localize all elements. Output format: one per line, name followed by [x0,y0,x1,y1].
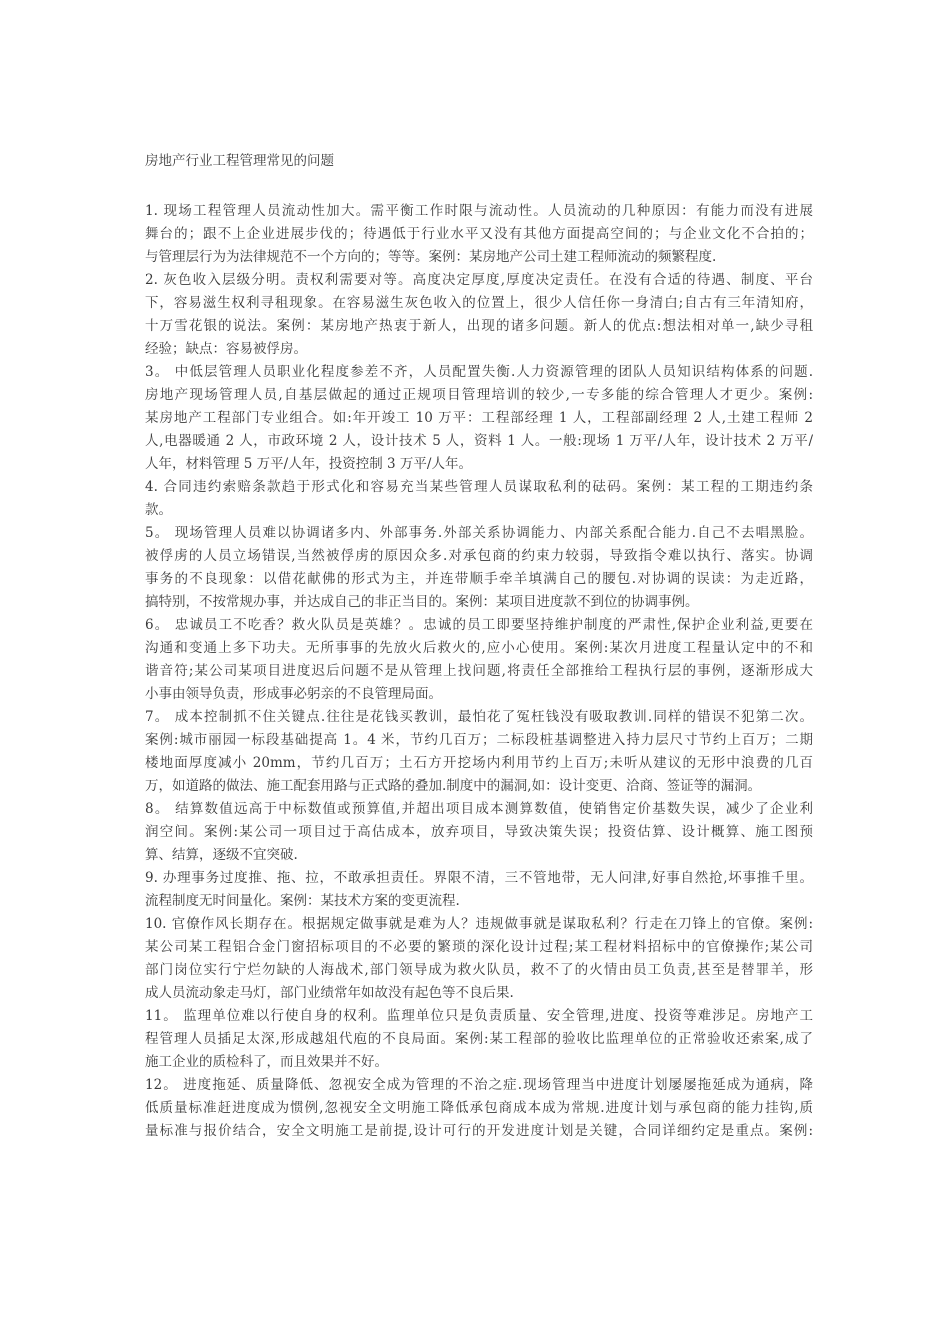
text-line: 11。 监理单位难以行使自身的权利。监理单位只是负责质量、安全管理,进度、投资等难涉足。房地产工 [145,1008,813,1024]
text-line: 万，如道路的做法、施工配套用路与正式路的叠加.制度中的漏洞,如：设计变更、洽商、签证等的漏洞。 [145,778,762,794]
text-line: 量标准与报价结合，安全文明施工是前提,设计可行的开发进度计划是关键，合同详细约定是重点。案例: [145,1123,813,1139]
text-line: 程管理人员插足太深,形成越俎代庖的不良局面。案例:某工程部的验收比监理单位的正常验收还索案,成了 [145,1031,813,1047]
text-line: 楼地面厚度减小 20mm，节约几百万；土石方开挖场内利用节约上百万;未听从建议的无形中浪费的几百 [145,755,813,771]
text-line: 4. 合同违约索赔条款趋于形式化和容易充当某些管理人员谋取私利的砝码。案例：某工程的工期违约条 [145,479,813,495]
text-line: 舞台的；跟不上企业进展步伐的；待遇低于行业水平又没有其他方面提高空间的；与企业文化不合拍的； [145,226,813,242]
text-line: 搞特别，不按常规办事，并达成自己的非正当目的。案例：某项目进度款不到位的协调事例。 [145,594,699,610]
text-line: 8。 结算数值远高于中标数值或预算值,并超出项目成本测算数值，使销售定价基数失误，减少了企业利 [145,801,813,817]
text-line: 6。 忠诚员工不吃香？救火队员是英雄？。忠诚的员工即要坚持维护制度的严肃性,保护企业利益,更要在 [145,617,813,633]
text-line: 2. 灰色收入层级分明。责权利需要对等。高度决定厚度,厚度决定责任。在没有合适的待遇、制度、平台 [145,272,813,288]
text-line: 算、结算，逐级不宜突破. [145,847,298,863]
text-line: 3。 中低层管理人员职业化程度参差不齐，人员配置失衡.人力资源管理的团队人员知识结构体系的问题. [145,364,813,380]
text-line: 7。 成本控制抓不住关键点.往往是花钱买教训，最怕花了冤枉钱没有吸取教训.同样的错误不犯第二次。 [145,709,813,725]
text-line: 某公司某工程铝合金门窗招标项目的不必要的繁琐的深化设计过程;某工程材料招标中的官僚操作;某公司 [145,939,813,955]
text-line: 经验；缺点：容易被俘房。 [145,341,307,357]
text-line: 成人员流动象走马灯，部门业绩常年如故没有起色等不良后果. [145,985,514,1001]
text-line: 人,电器暖通 2 人，市政环境 2 人，设计技术 5 人，资料 1 人。一般:现场 1 万平/人年，设计技术 2 万平/ [145,433,813,449]
text-line: 款。 [145,502,172,518]
text-line: 某房地产工程部门专业组合。如:年开竣工 10 万平：工程部经理 1 人，工程部副经理 2 人,土建工程师 2 [145,410,813,426]
text-line: 十万雪花银的说法。案例：某房地产热衷于新人，出现的诸多问题。新人的优点:想法相对单一,缺少寻租 [145,318,813,334]
document-body [145,200,813,1143]
text-line: 与管理层行为为法律规范不一个方向的；等等。案例：某房地产公司土建工程师流动的频繁程度. [145,249,717,265]
text-line: 润空间。案例:某公司一项目过于高估成本，放弃项目，导致决策失误；投资估算、设计概算、施工图预 [145,824,813,840]
text-line: 5。 现场管理人员难以协调诸多内、外部事务.外部关系协调能力、内部关系配合能力.自己不去唱黑脸。 [145,525,813,541]
text-line: 案例:城市丽园一标段基础提高 1。4 米，节约几百万；二标段桩基调整进入持力层尺寸节约上百万；二期 [145,732,813,748]
text-line: 1. 现场工程管理人员流动性加大。需平衡工作时限与流动性。人员流动的几种原因：有能力而没有进展 [145,203,813,219]
text-line: 12。 进度拖延、质量降低、忽视安全成为管理的不治之症.现场管理当中进度计划屡屡拖延成为通病，降 [145,1077,813,1093]
text-line: 10. 官僚作风长期存在。根据规定做事就是难为人？违规做事就是谋取私利？行走在刀锋上的官僚。案例: [145,916,813,932]
text-line: 施工企业的质检科了，而且效果并不好。 [145,1054,388,1070]
text-line: 小事由领导负责，形成事必躬亲的不良管理局面。 [145,686,442,702]
text-line: 被俘虏的人员立场错误,当然被俘虏的原因众多.对承包商的约束力较弱，导致指令难以执行、落实。协调 [145,548,813,564]
text-line: 房地产现场管理人员,自基层做起的通过正规项目管理培训的较少,一专多能的综合管理人才更少。案例: [145,387,813,403]
text-line: 部门岗位实行宁烂勿缺的人海战术,部门领导成为救火队员，救不了的火情由员工负责,甚至是替罪羊，形 [145,962,813,978]
text-line: 沟通和变通上多下功夫。无所事事的先放火后救火的,应小心使用。案例:某次月进度工程量认定中的不和 [145,640,813,656]
text-line: 下，容易滋生权利寻租现象。在容易滋生灰色收入的位置上，很少人信任你一身清白;自古有三年清知府， [145,295,813,311]
text-line: 流程制度无时间量化。案例：某技术方案的变更流程. [145,893,460,909]
text-line: 9. 办理事务过度推、拖、拉，不敢承担责任。界限不清，三不管地带，无人问津,好事自然抢,坏事推千里。 [145,870,813,886]
text-line: 事务的不良现象：以借花献佛的形式为主，并连带顺手牵羊填满自己的腰包.对协调的误读：为走近路， [145,571,813,587]
text-line: 谐音符;某公司某项目进度迟后问题不是从管理上找问题,将责任全部推给工程执行层的事例，逐渐形成大 [145,663,813,679]
text-line: 人年，材料管理 5 万平/人年，投资控制 3 万平/人年。 [145,456,472,472]
document-title: 房地产行业工程管理常见的问题 [145,153,334,169]
text-line: 低质量标准赶进度成为惯例,忽视安全文明施工降低承包商成本成为常规.进度计划与承包商的能力挂钩,质 [145,1100,813,1116]
